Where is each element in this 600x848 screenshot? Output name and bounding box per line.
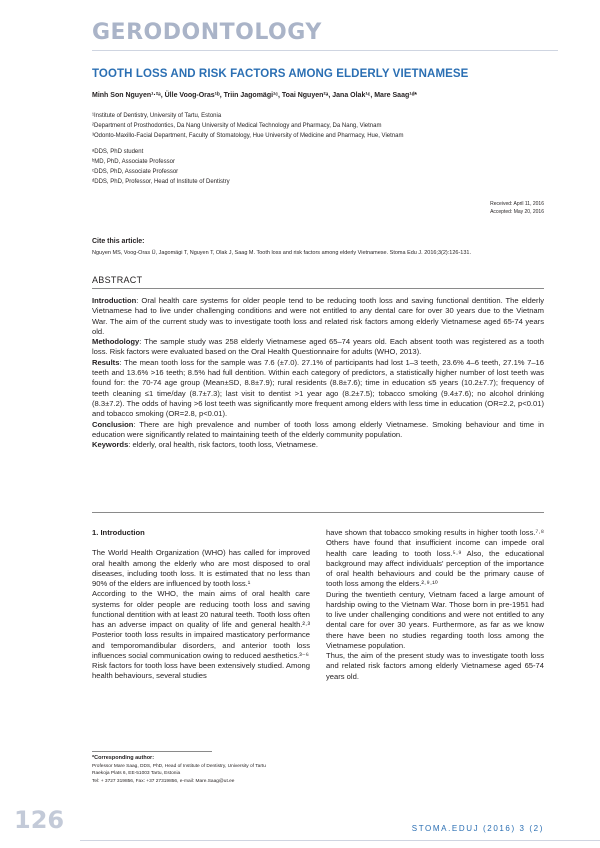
journal-title: GERODONTOLOGY (92, 20, 322, 45)
role-item: ᶜDDS, PhD, Associate Professor (92, 169, 179, 175)
role-item: ᵃDDS, PhD student (92, 149, 144, 155)
body-rule (92, 512, 544, 513)
affiliation-item: ³Odonto-Maxillo-Facial Department, Faculty of Stomatology, Hue University of Medicine and Pharmacy, Hue, Vietnam (92, 133, 404, 139)
correspondence-line: Raekoja Plats 6, EE-51003 Tartu, Estonia (92, 771, 181, 776)
paper-title: TOOTH LOSS AND RISK FACTORS AMONG ELDERLY VIETNAMESE (92, 68, 469, 80)
abstract (92, 296, 544, 450)
affiliations (92, 111, 403, 141)
dates (490, 200, 544, 216)
abstract-rule (92, 288, 544, 289)
correspondence (92, 755, 266, 785)
accepted-date: Accepted: May 20, 2016 (490, 209, 544, 215)
page-number: 126 (14, 806, 65, 834)
footer-journal: STOMA.EDUJ (2016) 3 (2) (411, 824, 544, 833)
section-heading: 1. Introduction (92, 528, 145, 537)
author-list: Minh Son Nguyen¹·²ᵃ, Ülle Voog-Oras¹ᵇ, Triin Jagomägi¹ᶜ, Toai Nguyen²ᵃ, Jana Olak¹ᶜ, Mare Saag¹ᵈ* (92, 92, 418, 99)
header-rule (92, 50, 558, 51)
cite-heading: Cite this article: (92, 238, 145, 245)
body-paragraph: Thus, the aim of the present study was to investigate tooth loss and related risk factors among elderly Vietnamese aged 65-74 years old. (326, 651, 544, 681)
footer-rule (80, 840, 600, 841)
body-column-right (326, 528, 544, 682)
role-item: ᵈDDS, PhD, Professor, Head of Institute of Dentistry (92, 179, 230, 185)
abstract-keywords: Keywords: elderly, oral health, risk factors, tooth loss, Vietnamese. (92, 440, 318, 450)
abstract-label: ABSTRACT (92, 275, 143, 285)
cite-text: Nguyen MS, Voog-Oras Ü, Jagomägi T, Nguyen T, Olak J, Saag M. Tooth loss and risk factors among elderly Vietnamese. Stoma Edu J. 2016;3(2):126-131. (92, 250, 471, 256)
body-paragraph: have shown that tobacco smoking results in higher tooth loss.⁷·⁸ Others have found that insufficient income can impede oral health care leading to tooth loss.⁵·⁹ Also, the educational background may affect individuals' perception of the importance of oral health behaviours and could be the primary cause of tooth loss among the elders.²·⁹·¹⁰ (326, 528, 544, 589)
body-column-left (92, 528, 310, 682)
correspondence-rule (92, 751, 212, 752)
body-paragraph: The World Health Organization (WHO) has called for improved oral health among the elderly who are most disposed to oral diseases, including tooth loss. It is estimated that no less than 90% of the elders are influenced by tooth loss.¹ (92, 548, 310, 588)
abstract-conclusion: Conclusion: There are high prevalence and number of tooth loss among elderly Vietnamese. Smoking behaviour and time in education were significantly related to maintaining teeth of the elderly community population. (92, 419, 544, 439)
role-item: ᵇMD, PhD, Associate Professor (92, 159, 175, 165)
affiliation-item: ¹Institute of Dentistry, University of Tartu, Estonia (92, 113, 222, 119)
body-paragraph: Risk factors for tooth loss have been extensively studied. Among health behaviours, several studies (92, 661, 310, 681)
abstract-introduction: Introduction: Oral health care systems for older people tend to be reducing tooth loss and saving functional dentition. The elderly Vietnamese had to live under challenging conditions and were not entitled to any dental care for over 30 years due to the Vietnam War. The aim of the current study was to investigate tooth loss and related risk factors among elderly Vietnamese aged 65-74 years old. (92, 296, 544, 336)
affiliation-item: ²Department of Prosthodontics, Da Nang University of Medical Technology and Pharmacy, Da Nang, Vietnam (92, 123, 382, 129)
abstract-results: Results: The mean tooth loss for the sample was 7.6 (±7.0). 27.1% of participants had lost 1–3 teeth, 23.6% 4–6 teeth, 27.1% 7–16 teeth and 13.6% >16 teeth; 8.5% had full dentition. Within each category of predictors, a statistically higher number of lost teeth was found for: the 70-74 age group (Mean±SD, 8.8±7.9); rural residents (8.8±7.6); time in education ≤5 years (10.2±7.7); frequency of teeth cleaning ≤1 time/day (8.7±7.3); last visit to dentist >1 year ago (8.2±7.5); tobacco smoking (9.4±7.6); no alcohol drinking (8.3±7.2). The odds of having >6 lost teeth was significantly more frequent among elders with less time in education (OR=2.2, p<0.01) and tobacco smoking (OR=2.8, p<0.01). (92, 357, 544, 419)
body-paragraph: During the twentieth century, Vietnam faced a large amount of hardship owing to the Vietnam War. Those born in pre-1951 had to live under challenging conditions and were not entitled to any dental care for over 30 years. Furthermore, as far as we know there have been no studies regarding tooth loss among the Vietnamese population. (326, 589, 544, 650)
abstract-methodology: Methodology: The sample study was 258 elderly Vietnamese aged 65–74 years old. Each absent tooth was registered as a tooth loss. Risk factors were evaluated based on the Oral Health Questionnaire for adults (WHO, 2013). (92, 337, 544, 357)
body-paragraph: According to the WHO, the main aims of oral health care systems for older people are reducing tooth loss and saving functional dentition with at least 20 natural teeth. Tooth loss often has an adverse impact on quality of life and general health.²·³ Posterior tooth loss results in impaired masticatory performance and temporomandibular disorders, and anterior tooth loss influences social communication owing to reduced aesthetics.³⁻⁶ (92, 589, 310, 660)
correspondence-line: Tel: + 3727 319856, Fax: +37 27319856, e-mail: Mare.Saag@ut.ee (92, 778, 235, 784)
correspondence-line: Professor Mare Saag, DDS, PhD, Head of Institute of Dentistry, University of Tartu (92, 763, 266, 769)
author-roles (92, 147, 230, 187)
correspondence-heading: *Corresponding author: (92, 755, 155, 761)
received-date: Received: April 11, 2016 (490, 201, 544, 207)
